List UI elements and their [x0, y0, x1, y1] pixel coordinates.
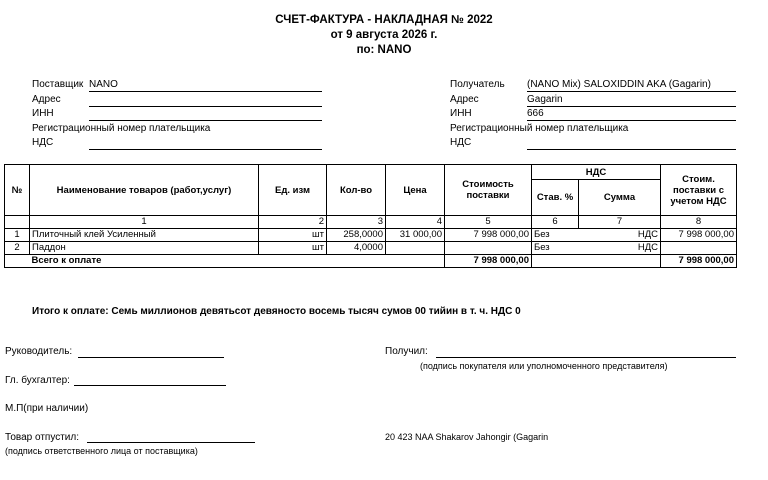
receiver-label: Получил: [385, 346, 428, 357]
row-rate: Без [532, 229, 579, 242]
recipient-name: (NANO Mix) SALOXIDDIN AKA (Gagarin) [527, 79, 711, 90]
row-name: Паддон [30, 242, 259, 255]
total-row [5, 255, 737, 268]
row-cost: 7 998 000,00 [445, 229, 532, 242]
row-unit: шт [259, 229, 327, 242]
row-qty: 4,0000 [327, 242, 386, 255]
row-num: 2 [5, 242, 30, 255]
invoice-title: СЧЕТ-ФАКТУРА - НАКЛАДНАЯ № 2022 [275, 14, 493, 26]
table-row [5, 229, 737, 242]
supplier-address-line [89, 106, 322, 107]
recipient-address-label: Адрес [450, 94, 479, 105]
row-qty: 258,0000 [327, 229, 386, 242]
header-num: № [5, 165, 30, 216]
recipient-nds-line [527, 149, 736, 150]
total-cost: 7 998 000,00 [445, 255, 532, 268]
supplier-nds-label: НДС [32, 137, 54, 148]
row-sum: НДС [579, 229, 661, 242]
header-qty: Кол-во [327, 165, 386, 216]
header-sum: Сумма [579, 180, 661, 216]
stamp-label: М.П(при наличии) [5, 403, 89, 414]
receiver-sign-line [436, 357, 736, 358]
released-label: Товар отпустил: [5, 432, 79, 443]
recipient-address: Gagarin [527, 94, 563, 105]
director-label: Руководитель: [5, 346, 73, 357]
row-rate: Без [532, 242, 579, 255]
total-with-nds: 7 998 000,00 [661, 255, 737, 268]
supplier-nds-line [89, 149, 322, 150]
released-note: (подпись ответственного лица от поставщика) [5, 446, 198, 456]
supplier-name-line [89, 91, 322, 92]
supplier-address-label: Адрес [32, 94, 61, 105]
director-sign-line [78, 357, 224, 358]
supplier-inn-label: ИНН [32, 108, 54, 119]
supplier-name: NANO [89, 79, 118, 90]
total-label: Всего к оплате [30, 255, 445, 268]
col-number: 3 [327, 216, 386, 229]
header-rate: Став. % [532, 180, 579, 216]
row-total: 7 998 000,00 [661, 229, 737, 242]
agent-name: 20 423 NAA Shakarov Jahongir (Gagarin [385, 432, 549, 442]
invoice-date: от 9 августа 2026 г. [330, 29, 438, 41]
recipient-inn-label: ИНН [450, 108, 472, 119]
recipient-reg-label: Регистрационный номер плательщика [450, 123, 629, 134]
recipient-label: Получатель [450, 79, 505, 90]
recipient-nds-label: НДС [450, 137, 472, 148]
col-number: 8 [661, 216, 737, 229]
recipient-inn: 666 [527, 108, 544, 119]
header-name: Наименование товаров (работ,услуг) [30, 165, 259, 216]
col-number: 5 [445, 216, 532, 229]
header-unit: Ед. изм [259, 165, 327, 216]
header-price: Цена [386, 165, 445, 216]
recipient-address-line [527, 106, 736, 107]
recipient-name-line [527, 91, 736, 92]
recipient-inn-line [527, 120, 736, 121]
supplier-label: Поставщик [32, 79, 84, 90]
amount-in-words: Итого к оплате: Семь миллионов девятьсот девяносто восемь тысяч сумов 00 тийин в т. ч. НДС 0 [32, 306, 521, 317]
col-number: 6 [532, 216, 579, 229]
row-unit: шт [259, 242, 327, 255]
goods-table [4, 164, 737, 268]
row-price [386, 242, 445, 255]
header-cost: Стоимость поставки [445, 165, 532, 216]
row-total [661, 242, 737, 255]
row-name: Плиточный клей Усиленный [30, 229, 259, 242]
col-number: 1 [30, 216, 259, 229]
row-cost [445, 242, 532, 255]
row-price: 31 000,00 [386, 229, 445, 242]
col-number: 4 [386, 216, 445, 229]
column-number-row [5, 216, 737, 229]
header-nds-group: НДС [532, 165, 661, 180]
released-sign-line [87, 442, 255, 443]
col-number: 7 [579, 216, 661, 229]
col-number: 2 [259, 216, 327, 229]
accountant-sign-line [74, 385, 226, 386]
receiver-note: (подпись покупателя или уполномоченного представителя) [420, 361, 668, 371]
supplier-inn-line [89, 120, 322, 121]
table-row [5, 242, 737, 255]
supplier-reg-label: Регистрационный номер плательщика [32, 123, 211, 134]
table-header-row [5, 165, 737, 180]
header-total: Стоим. поставки с учетом НДС [661, 165, 737, 216]
accountant-label: Гл. бухгалтер: [5, 375, 70, 386]
row-sum: НДС [579, 242, 661, 255]
invoice-contract: по: NANO [356, 44, 412, 56]
row-num: 1 [5, 229, 30, 242]
